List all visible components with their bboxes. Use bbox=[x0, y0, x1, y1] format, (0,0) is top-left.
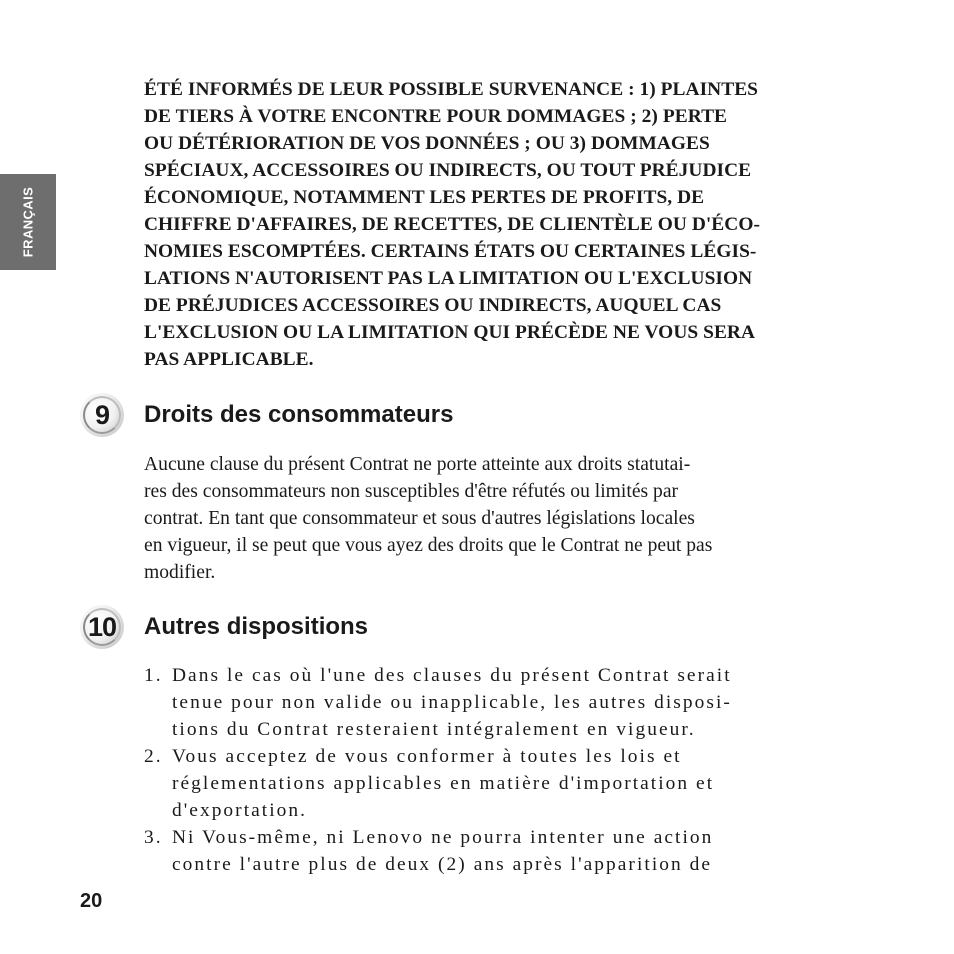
list-item-line: Dans le cas où l'une des clauses du présent Contrat serait bbox=[172, 665, 732, 686]
list-item-line: tions du Contrat resteraient intégralement en vigueur. bbox=[172, 719, 696, 740]
list-item bbox=[144, 662, 884, 743]
list-item-line: réglementations applicables en matière d'importation et bbox=[172, 773, 715, 794]
section-9-body-line: modifier. bbox=[144, 562, 216, 583]
list-item bbox=[144, 824, 884, 878]
section-9-body-line: res des consommateurs non susceptibles d'être réfutés ou limités par bbox=[144, 481, 679, 502]
list-item-line: Vous acceptez de vous conformer à toutes les lois et bbox=[172, 746, 682, 767]
section-9-body-line: Aucune clause du présent Contrat ne porte atteinte aux droits statutai- bbox=[144, 454, 691, 475]
warranty-clause-line: PAS APPLICABLE. bbox=[144, 349, 314, 370]
warranty-clause-line: OU DÉTÉRIORATION DE VOS DONNÉES ; OU 3) DOMMAGES bbox=[144, 133, 710, 154]
section-9-body-line: en vigueur, il se peut que vous ayez des droits que le Contrat ne peut pas bbox=[144, 535, 713, 556]
warranty-clause-line: ÉTÉ INFORMÉS DE LEUR POSSIBLE SURVENANCE : 1) PLAINTES bbox=[144, 79, 759, 100]
list-item-line: tenue pour non valide ou inapplicable, les autres disposi- bbox=[172, 692, 732, 713]
section-9-body-line: contrat. En tant que consommateur et sous d'autres législations locales bbox=[144, 508, 695, 529]
page-number: 20 bbox=[80, 890, 103, 912]
section-10-number: 10 bbox=[87, 611, 117, 642]
list-item bbox=[144, 743, 884, 824]
section-9-number: 9 bbox=[94, 399, 110, 430]
section-10-list bbox=[144, 662, 884, 878]
list-item-line: contre l'autre plus de deux (2) ans après l'apparition de bbox=[172, 854, 713, 875]
list-item-number: 3. bbox=[144, 827, 163, 848]
warranty-clause-line: DE PRÉJUDICES ACCESSOIRES OU INDIRECTS, AUQUEL CAS bbox=[144, 295, 722, 316]
warranty-clause-line: ÉCONOMIQUE, NOTAMMENT LES PERTES DE PROFITS, DE bbox=[144, 187, 705, 208]
warranty-clause-line: CHIFFRE D'AFFAIRES, DE RECETTES, DE CLIENTÈLE OU D'ÉCO- bbox=[144, 214, 760, 235]
list-item-number: 2. bbox=[144, 746, 163, 767]
section-9-body bbox=[144, 451, 884, 586]
warranty-clause bbox=[144, 76, 884, 373]
warranty-clause-line: DE TIERS À VOTRE ENCONTRE POUR DOMMAGES ; 2) PERTE bbox=[144, 106, 728, 127]
language-tab bbox=[0, 174, 56, 270]
list-item-number: 1. bbox=[144, 665, 163, 686]
section-9-title: Droits des consommateurs bbox=[144, 401, 454, 428]
list-item-line: d'exportation. bbox=[172, 800, 308, 821]
warranty-clause-line: L'EXCLUSION OU LA LIMITATION QUI PRÉCÈDE NE VOUS SERA bbox=[144, 322, 756, 343]
section-10-number-icon bbox=[80, 605, 124, 649]
language-tab-label: FRANÇAIS bbox=[20, 186, 36, 258]
warranty-clause-line: LATIONS N'AUTORISENT PAS LA LIMITATION OU L'EXCLUSION bbox=[144, 268, 753, 289]
warranty-clause-line: SPÉCIAUX, ACCESSOIRES OU INDIRECTS, OU TOUT PRÉJUDICE bbox=[144, 160, 752, 181]
section-9-number-icon bbox=[80, 393, 124, 437]
warranty-clause-line: NOMIES ESCOMPTÉES. CERTAINS ÉTATS OU CERTAINES LÉGIS- bbox=[144, 241, 757, 262]
list-item-line: Ni Vous-même, ni Lenovo ne pourra intenter une action bbox=[172, 827, 714, 848]
section-10-title: Autres dispositions bbox=[144, 613, 369, 640]
